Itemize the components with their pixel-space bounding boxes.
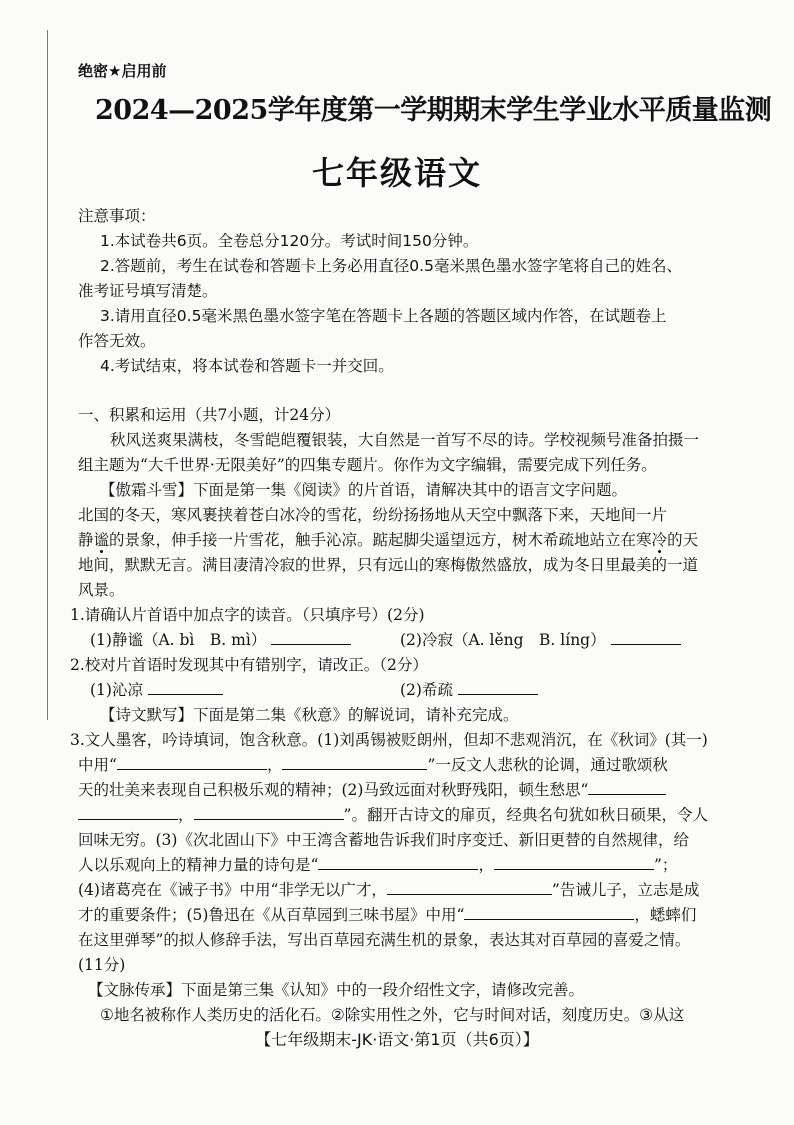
- passage-line: 静谧的景象，伸手接一片雪花，触手沁凉。踮起脚尖遥望远方，树木希疏地站立在寒冷的天: [78, 531, 699, 549]
- answer-blank[interactable]: [194, 803, 344, 820]
- intro-line: 组主题为“大千世界·无限美好”的四集专题片。你作为文字编辑，需要完成下列任务。: [78, 456, 657, 474]
- passage-line: ①地名被称作人类历史的活化石。②除实用性之外，它与时间对话，刻度历史。③从这: [100, 1006, 685, 1024]
- question-1-stem: 1.请确认片首语中加点字的读音。（只填序号）(2分): [70, 606, 425, 624]
- question-3-line: ， ”。翻开古诗文的扉页，经典名句犹如秋日硕果，令人: [78, 803, 708, 828]
- passage-line: 风景。: [78, 581, 125, 599]
- answer-blank[interactable]: [494, 853, 654, 870]
- question-2-b: (2)希疏: [400, 678, 538, 703]
- intro-line: 秋风送爽果满枝，冬雪皑皑覆银装，大自然是一首写不尽的诗。学校视频号准备拍摄一: [110, 431, 700, 449]
- notice-item: 3.请用直径0.5毫米黑色墨水签字笔在答题卡上各题的答题区域内作答，在试题卷上: [100, 307, 667, 325]
- notice-title: 注意事项：: [78, 207, 156, 225]
- answer-blank[interactable]: [282, 753, 427, 770]
- question-1-b: (2)冷寂（A. lěng B. líng）: [400, 628, 681, 653]
- page-footer: 【七年级期末-JK·语文·第1页（共6页）】: [255, 1030, 539, 1049]
- task-heading: 【文脉传承】下面是第三集《认知》中的一段介绍性文字，请修改完善。: [88, 981, 585, 999]
- task-heading: 【傲霜斗雪】下面是第一集《阅读》的片首语，请解决其中的语言文字问题。: [100, 481, 628, 499]
- question-3-line: 回味无穷。(3)《次北固山下》中王湾含蓄地告诉我们时序变迁、新旧更替的自然规律，给: [78, 831, 689, 849]
- confidential-label: 绝密★启用前: [78, 62, 167, 80]
- margin-line: [47, 30, 48, 720]
- passage-line: 地间，默默无言。满目凄清冷寂的世界，只有远山的寒梅傲然盛放，成为冬日里最美的一道: [78, 556, 699, 574]
- answer-blank[interactable]: [458, 678, 538, 695]
- dotted-char: 冷: [651, 531, 668, 549]
- subject-title: 七年级语文: [311, 154, 482, 192]
- question-3-line: 人以乐观向上的精神力量的诗句是“ ， ”；: [78, 853, 677, 878]
- answer-blank[interactable]: [271, 628, 351, 645]
- notice-item: 4.考试结束，将本试卷和答题卡一并交回。: [100, 357, 394, 375]
- answer-blank[interactable]: [78, 803, 178, 820]
- question-3-line: 天的壮美来表现自己积极乐观的精神；(2)马致远面对秋野残阳，顿生愁思“: [78, 778, 666, 803]
- answer-blank[interactable]: [318, 853, 478, 870]
- question-3-line: 3.文人墨客，吟诗填词，饱含秋意。(1)刘禹锡被贬朗州，但却不悲观消沉，在《秋词》(其一): [70, 731, 708, 749]
- answer-blank[interactable]: [117, 753, 267, 770]
- question-3-line: (11分): [78, 956, 126, 974]
- answer-blank[interactable]: [588, 778, 666, 795]
- answer-blank[interactable]: [611, 628, 681, 645]
- notice-item: 作答无效。: [78, 332, 156, 350]
- dotted-char: 谧: [93, 531, 110, 549]
- exam-title: 2024—2025学年度第一学期期末学生学业水平质量监测: [95, 95, 772, 126]
- answer-blank[interactable]: [148, 678, 223, 695]
- answer-blank[interactable]: [387, 878, 552, 895]
- question-1-a: (1)静谧（A. bì B. mì）: [90, 628, 351, 653]
- section-heading: 一、积累和运用（共7小题，计24分）: [78, 406, 341, 424]
- question-3-line: 在这里弹琴”的拟人修辞手法，写出百草园充满生机的景象，表达其对百草园的喜爱之情。: [78, 931, 691, 949]
- task-heading: 【诗文默写】下面是第二集《秋意》的解说词，请补充完成。: [100, 706, 519, 724]
- notice-item: 准考证号填写清楚。: [78, 282, 218, 300]
- answer-blank[interactable]: [464, 903, 634, 920]
- notice-item: 2.答题前，考生在试卷和答题卡上务必用直径0.5毫米黑色墨水签字笔将自己的姓名、: [100, 257, 682, 275]
- passage-line: 北国的冬天，寒风裹挟着苍白冰冷的雪花，纷纷扬扬地从天空中飘落下来，天地间一片: [78, 506, 668, 524]
- question-3-line: 中用“ ， ”一反文人悲秋的论调，通过歌颂秋: [78, 753, 668, 778]
- question-2-a: (1)沁凉: [90, 678, 223, 703]
- question-2-stem: 2.校对片首语时发现其中有错别字，请改正。（2分）: [70, 656, 428, 674]
- question-3-line: 才的重要条件；(5)鲁迅在《从百草园到三味书屋》中用“ ，蟋蟀们: [78, 903, 696, 928]
- notice-item: 1.本试卷共6页。全卷总分120分。考试时间150分钟。: [100, 232, 479, 250]
- question-3-line: (4)诸葛亮在《诫子书》中用“非学无以广才， ”告诫儿子，立志是成: [78, 878, 699, 903]
